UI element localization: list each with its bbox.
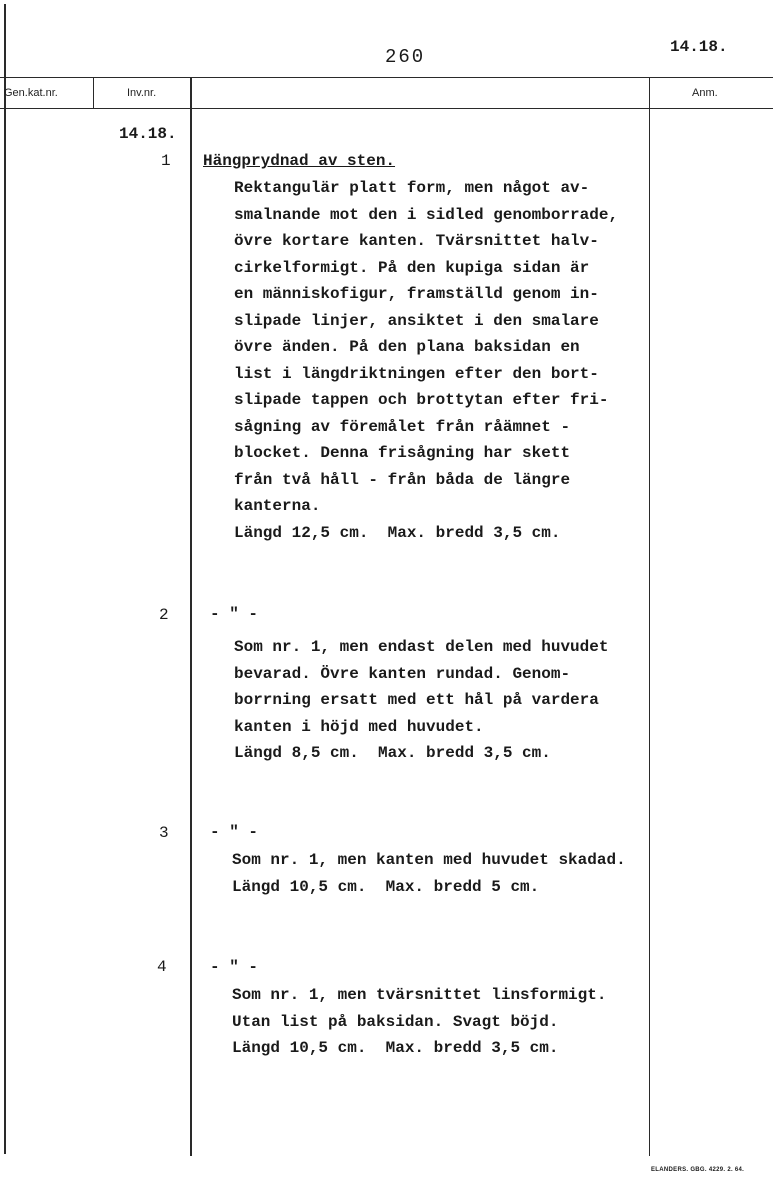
- anm-column-divider: [649, 78, 650, 1156]
- left-margin-line: [4, 4, 6, 1154]
- entry-4-number: 4: [157, 958, 167, 976]
- entry-1-number: 1: [161, 152, 171, 170]
- entry-1-text: Rektangulär platt form, men något av- smalnande mot den i sidled genomborrade, övre kortare kanten. Tvärsnittet halv- cirkelformigt. På den kupiga sidan är en människofigur, framställd genom in- slipade linjer, ansiktet i den smalare övre änden. På den plana baksidan en list i längdriktningen efter den bort- slipade tappen och brottytan efter fri- sågning av föremålet från råämnet - blocket. Denna frisågning har skett från två håll - från båda de längre kanterna. Längd 12,5 cm. Max. bredd 3,5 cm.: [234, 179, 619, 542]
- column-header-anm: Anm.: [692, 87, 718, 99]
- header-bottom-rule: [0, 77, 773, 78]
- column-header-gen-kat-nr: Gen.kat.nr.: [4, 87, 58, 99]
- entry-2-text: Som nr. 1, men endast delen med huvudet bevarad. Övre kanten rundad. Genom- borrning ersatt med ett hål på vardera kanten i höjd med huvudet. Längd 8,5 cm. Max. bredd 3,5 cm.: [234, 638, 609, 762]
- entry-3-number: 3: [159, 824, 169, 842]
- column-header-bottom-rule: [0, 108, 773, 109]
- entry-4-title: - " -: [210, 958, 259, 976]
- printer-imprint: ELANDERS. GBG. 4229. 2. 64.: [651, 1167, 745, 1173]
- column-header-inv-nr: Inv.nr.: [127, 87, 157, 99]
- entry-4-text: Som nr. 1, men tvärsnittet linsformigt. Utan list på baksidan. Svagt böjd. Längd 10,5 cm. Max. bredd 3,5 cm.: [232, 986, 607, 1057]
- entry-3-text: Som nr. 1, men kanten med huvudet skadad. Längd 10,5 cm. Max. bredd 5 cm.: [232, 851, 626, 896]
- entry-1-title: Hängprydnad av sten.: [203, 152, 396, 170]
- gen-kat-column-divider: [93, 78, 94, 108]
- entry-2-number: 2: [159, 606, 169, 624]
- page-number: 260: [385, 46, 426, 68]
- inv-nr-column-divider: [190, 78, 192, 1156]
- catalog-reference: 14.18.: [670, 38, 728, 56]
- entry-3-title: - " -: [210, 823, 259, 841]
- section-reference: 14.18.: [119, 125, 177, 143]
- entry-2-title: - " -: [210, 605, 259, 623]
